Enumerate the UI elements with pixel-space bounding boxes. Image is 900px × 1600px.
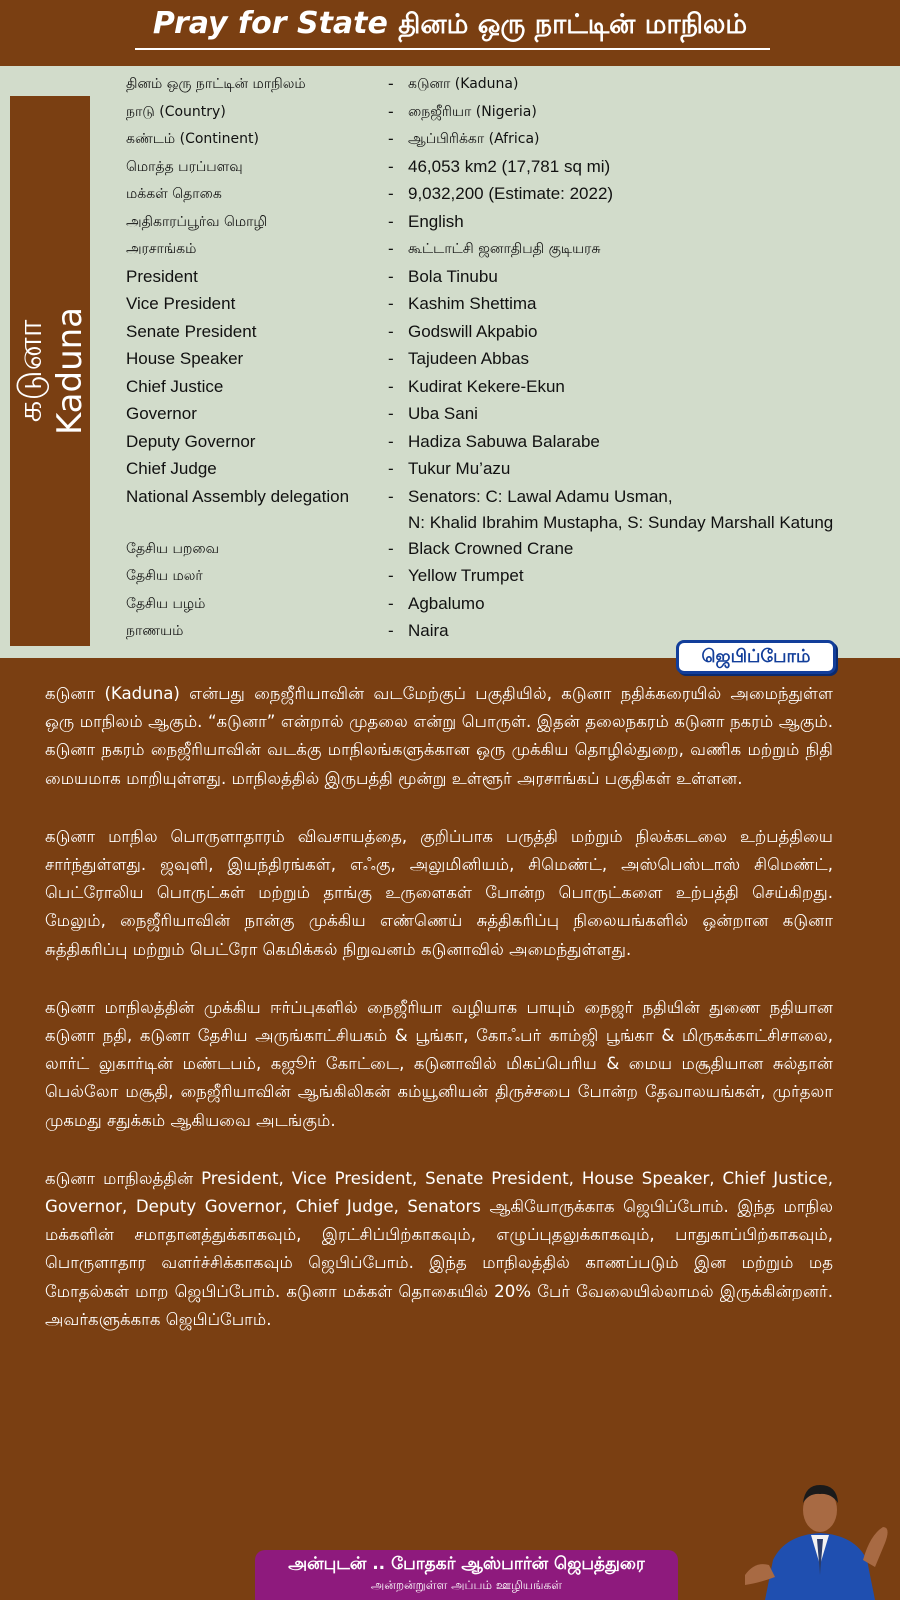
fact-key: அதிகாரப்பூர்வ மொழி	[126, 213, 268, 230]
fact-value: Kudirat Kekere-Ekun	[408, 376, 565, 396]
fact-separator: -	[388, 239, 394, 258]
fact-key: Senate President	[126, 321, 257, 341]
fact-key: மக்கள் தொகை	[126, 186, 222, 202]
state-name-tamil: கடுனா	[10, 319, 50, 423]
pastor-photo	[745, 1465, 895, 1600]
page-title-tamil: தினம் ஒரு நாட்டின் மாநிலம்	[398, 9, 748, 40]
fact-separator: -	[388, 156, 394, 176]
fact-value: Tukur Mu’azu	[408, 459, 511, 478]
fact-separator: -	[388, 459, 394, 478]
pray-badge: ஜெபிப்போம்	[676, 640, 836, 674]
fact-row	[126, 238, 896, 266]
fact-value: Kashim Shettima	[408, 294, 537, 313]
fact-separator: -	[388, 266, 394, 286]
fact-value: Uba Sani	[408, 404, 478, 423]
fact-row	[126, 538, 896, 566]
fact-row	[126, 266, 896, 294]
fact-key: தேசிய பழம்	[126, 595, 206, 612]
fact-row	[126, 565, 896, 593]
fact-value: Senators: C: Lawal Adamu Usman,	[408, 486, 673, 506]
paragraph: கடுனா மாநில பொருளாதாரம் விவசாயத்தை, குறிப்பாக பருத்தி மற்றும் நிலக்கடலை உற்பத்தியை சார்ந்துள்ளது. ஜவுளி, இயந்திரங்கள், எஃகு, அலுமினியம், சிமெண்ட், அஸ்பெஸ்டாஸ் சிமெண்ட், பெட்ரோலிய பொருட்கள் மற்றும் தாங்கு உருளைகள் போன்ற பொருட்களை உற்பத்தி செய்கிறது. மேலும், நைஜீரியாவின் நான்கு முக்கிய எண்ணெய் சுத்திகரிப்பு நிலையங்களில் ஒன்றான கடுனா சுத்திகரிப்பு மற்றும் பெட்ரோ கெமிக்கல் நிறுவனம் கடுனாவில் அமைந்துள்ளது.	[45, 826, 833, 959]
fact-value: Yellow Trumpet	[408, 566, 524, 585]
fact-key: மொத்த பரப்பளவு	[126, 158, 243, 175]
fact-separator: -	[388, 129, 394, 148]
footer-ministry-name: அன்றன்றுள்ள அப்பம் ஊழியங்கள்	[370, 1578, 563, 1592]
fact-key: நாடு (Country)	[126, 103, 226, 120]
fact-separator: -	[388, 566, 394, 585]
fact-separator: -	[388, 321, 394, 341]
fact-separator: -	[388, 184, 394, 203]
fact-separator: -	[388, 538, 394, 558]
fact-value: 46,053 km2 (17,781 sq mi)	[408, 156, 611, 176]
fact-separator: -	[388, 211, 394, 231]
fact-row	[126, 348, 896, 376]
state-name-english: Kaduna	[50, 306, 90, 436]
fact-value: ஆப்பிரிக்கா (Africa)	[408, 131, 540, 147]
fact-row	[126, 376, 896, 404]
fact-key: President	[126, 266, 198, 286]
fact-separator: -	[388, 74, 394, 93]
fact-key: அரசாங்கம்	[126, 241, 197, 257]
fact-row	[126, 321, 896, 349]
fact-key: Chief Judge	[126, 459, 217, 478]
fact-row	[126, 293, 896, 321]
fact-separator: -	[388, 376, 394, 396]
fact-key: தேசிய மலர்	[126, 568, 203, 584]
paragraph: கடுனா மாநிலத்தின் President, Vice President, Senate President, House Speaker, Chief Justice, Governor, Deputy Governor, Chief Judge, Senators ஆகியோருக்காக ஜெபிப்போம். இந்த மாநில மக்களின் சமாதானத்துக்காகவும், இரட்சிப்பிற்காகவும், எழுப்புதலுக்காகவும், பாதுகாப்பிற்காகவும், பொருளாதார வளர்ச்சிக்காகவும் ஜெபிப்போம். இந்த மாநிலத்தில் காணப்படும் இன மற்றும் மத மோதல்கள் மாற ஜெபிப்போம். கடுனா மக்கள் தொகையில் 20% பேர் வேலையில்லாமல் இருக்கின்றனர். அவர்களுக்காக ஜெபிப்போம்.	[45, 1168, 833, 1329]
fact-key: Chief Justice	[126, 376, 224, 396]
fact-separator: -	[388, 486, 394, 506]
fact-value: கூட்டாட்சி ஜனாதிபதி குடியரசு	[408, 241, 601, 257]
fact-row	[126, 183, 896, 211]
fact-value: Tajudeen Abbas	[408, 349, 529, 368]
title-underline	[135, 48, 770, 50]
fact-row	[126, 156, 896, 184]
footer-signature	[255, 1550, 678, 1600]
fact-value: Hadiza Sabuwa Balarabe	[408, 431, 600, 451]
fact-key: Deputy Governor	[126, 431, 256, 451]
fact-value: English	[408, 211, 464, 231]
fact-key: நாணயம்	[126, 623, 184, 639]
fact-key: National Assembly delegation	[126, 486, 350, 506]
fact-key: Governor	[126, 404, 197, 423]
footer-signature-name: அன்புடன் .. போதகர் ஆஸ்பார்ன் ஜெபத்துரை	[288, 1554, 645, 1574]
fact-row	[126, 593, 896, 621]
fact-separator: -	[388, 431, 394, 451]
fact-value: Black Crowned Crane	[408, 538, 574, 558]
fact-row	[126, 211, 896, 239]
fact-value: 9,032,200 (Estimate: 2022)	[408, 184, 614, 203]
fact-row	[126, 431, 896, 459]
fact-value: Bola Tinubu	[408, 266, 498, 286]
description-body	[45, 680, 833, 1364]
fact-row	[126, 403, 896, 431]
state-side-label	[10, 96, 90, 646]
fact-separator: -	[388, 101, 394, 121]
page-title-english: Pray for State	[152, 6, 388, 41]
page-title	[0, 6, 900, 44]
fact-separator: -	[388, 294, 394, 313]
paragraph: கடுனா மாநிலத்தின் முக்கிய ஈர்ப்புகளில் நைஜீரியா வழியாக பாயும் நைஜர் நதியின் துணை நதியான கடுனா நதி, கடுனா தேசிய அருங்காட்சியகம் & பூங்கா, கோஃபர் காம்ஜி பூங்கா & மிருகக்காட்சிசாலை, லார்ட் லுகார்டின் மண்டபம், கஜூர் கோட்டை, கடுனாவில் மிகப்பெரிய & மைய மசூதியான சுல்தான் பெல்லோ மசூதி, நைஜீரியாவின் ஆங்கிலிகன் கம்யூனியன் திருச்சபை போன்ற தேவாலயங்கள், முர்தலா முகமது சதுக்கம் ஆகியவை அடங்கும்.	[45, 997, 833, 1130]
facts-table	[126, 73, 896, 648]
fact-key: கண்டம் (Continent)	[126, 131, 259, 147]
fact-separator: -	[388, 404, 394, 423]
paragraph: கடுனா (Kaduna) என்பது நைஜீரியாவின் வடமேற்குப் பகுதியில், கடுனா நதிக்கரையில் அமைந்துள்ள ஒரு மாநிலம் ஆகும். “கடுனா” என்றால் முதலை என்று பொருள். இதன் தலைநகரம் கடுனா நகரம் ஆகும். கடுனா நகரம் நைஜீரியாவின் வடக்கு மாநிலங்களுக்கான ஒரு முக்கிய தொழில்துறை, வணிக மற்றும் நிதி மையமாக மாறியுள்ளது. மாநிலத்தில் இருபத்தி மூன்று உள்ளூர் அரசாங்கப் பகுதிகள் உள்ளன.	[45, 684, 833, 788]
fact-separator: -	[388, 349, 394, 368]
fact-value: நைஜீரியா (Nigeria)	[408, 103, 537, 120]
fact-key: தேசிய பறவை	[126, 540, 220, 557]
fact-row	[126, 128, 896, 156]
fact-row	[126, 486, 896, 538]
fact-value: Godswill Akpabio	[408, 321, 538, 341]
fact-value: Agbalumo	[408, 593, 485, 613]
fact-row	[126, 458, 896, 486]
fact-value-continued: N: Khalid Ibrahim Mustapha, S: Sunday Marshall Katung	[408, 512, 834, 532]
fact-key: House Speaker	[126, 349, 244, 368]
fact-value: கடுனா (Kaduna)	[408, 76, 519, 92]
state-side-label-text	[10, 307, 90, 435]
fact-value: Naira	[408, 621, 449, 640]
fact-separator: -	[388, 593, 394, 613]
fact-key: தினம் ஒரு நாட்டின் மாநிலம்	[126, 76, 306, 92]
header-banner	[0, 0, 900, 62]
fact-key: Vice President	[126, 294, 236, 313]
fact-row	[126, 101, 896, 129]
fact-separator: -	[388, 621, 394, 640]
fact-row	[126, 73, 896, 101]
